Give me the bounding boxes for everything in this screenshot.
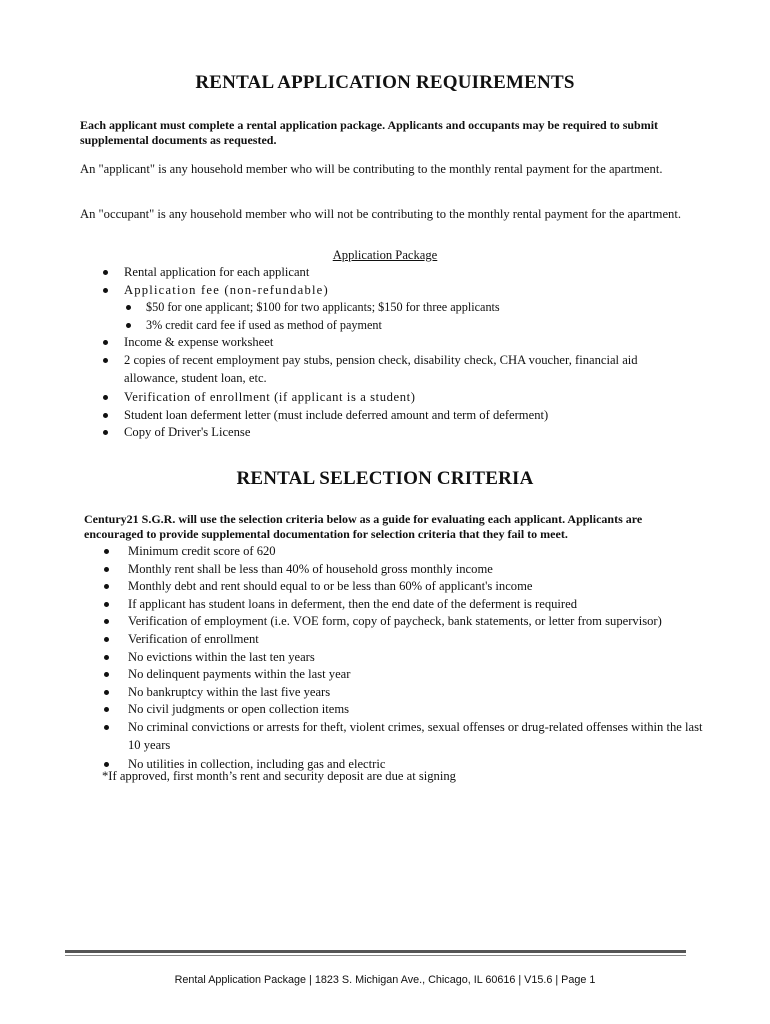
- application-package-heading: Application Package: [332, 248, 438, 262]
- application-package-list: [124, 264, 684, 442]
- list-item: If applicant has student loans in deferment, then the end date of the deferment is required: [128, 596, 708, 614]
- bullet-icon: [103, 395, 108, 400]
- list-item: No utilities in collection, including gas and electric: [128, 756, 708, 774]
- list-item: Minimum credit score of 620: [128, 543, 708, 561]
- bullet-icon: [104, 762, 109, 767]
- list-item: Rental application for each applicant: [124, 264, 684, 282]
- bullet-icon: [126, 305, 131, 310]
- bullet-icon: [104, 637, 109, 642]
- list-item: Monthly debt and rent should equal to or be less than 60% of applicant's income: [128, 578, 708, 596]
- list-item: Verification of enrollment (if applicant is a student): [124, 389, 684, 407]
- bullet-icon: [104, 707, 109, 712]
- list-item: Student loan deferment letter (must include deferred amount and term of deferment): [124, 407, 684, 425]
- list-item: Verification of employment (i.e. VOE form, copy of paycheck, bank statements, or letter from supervisor): [128, 613, 708, 631]
- list-item: Income & expense worksheet: [124, 334, 684, 352]
- list-item: No criminal convictions or arrests for theft, violent crimes, sexual offenses or drug-related offenses within the last 10 years: [128, 719, 708, 756]
- page-footer: Rental Application Package | 1823 S. Michigan Ave., Chicago, IL 60616 | V15.6 | Page 1: [174, 974, 596, 986]
- bullet-icon: [104, 690, 109, 695]
- list-item: No civil judgments or open collection items: [128, 701, 708, 719]
- bullet-icon: [104, 725, 109, 730]
- list-item: 3% credit card fee if used as method of payment: [146, 317, 684, 335]
- list-item: No evictions within the last ten years: [128, 649, 708, 667]
- criteria-intro: Century21 S.G.R. will use the selection criteria below as a guide for evaluating each applicant. Applicants are encouraged to provide supplemental documentation for selection criteria that they fail to meet.: [84, 512, 643, 541]
- bullet-icon: [104, 619, 109, 624]
- list-item: Verification of enrollment: [128, 631, 708, 649]
- bullet-icon: [104, 549, 109, 554]
- list-item: 2 copies of recent employment pay stubs, pension check, disability check, CHA voucher, financial aid allowance, student loan, etc.: [124, 352, 684, 389]
- requirements-intro: Each applicant must complete a rental application package. Applicants and occupants may be required to submit supplemental documents as requested.: [80, 118, 659, 147]
- bullet-icon: [103, 413, 108, 418]
- list-item: $50 for one applicant; $100 for two applicants; $150 for three applicants: [146, 299, 684, 317]
- bullet-icon: [104, 602, 109, 607]
- bullet-icon: [103, 340, 108, 345]
- applicant-definition: An "applicant" is any household member who will be contributing to the monthly rental payment for the apartment.: [80, 162, 663, 176]
- requirements-title: RENTAL APPLICATION REQUIREMENTS: [195, 72, 575, 93]
- bullet-icon: [103, 270, 108, 275]
- bullet-icon: [104, 584, 109, 589]
- selection-criteria-list: [128, 543, 708, 774]
- list-item: No delinquent payments within the last year: [128, 666, 708, 684]
- list-item: No bankruptcy within the last five years: [128, 684, 708, 702]
- approval-footnote: *If approved, first month’s rent and security deposit are due at signing: [102, 769, 456, 783]
- footer-divider-thin: [65, 955, 686, 956]
- bullet-icon: [103, 430, 108, 435]
- bullet-icon: [104, 655, 109, 660]
- footer-divider-thick: [65, 950, 686, 953]
- occupant-definition: An "occupant" is any household member who will not be contributing to the monthly rental payment for the apartment.: [80, 207, 682, 221]
- bullet-icon: [103, 288, 108, 293]
- bullet-icon: [104, 672, 109, 677]
- criteria-title: RENTAL SELECTION CRITERIA: [236, 468, 534, 489]
- fee-sublist: [124, 299, 684, 334]
- list-item: Copy of Driver's License: [124, 424, 684, 442]
- bullet-icon: [104, 567, 109, 572]
- bullet-icon: [126, 323, 131, 328]
- bullet-icon: [103, 358, 108, 363]
- list-item: Application fee (non-refundable) $50 for one applicant; $100 for two applicants; $150 for three applicants 3% credit card fee if used as method of payment: [124, 282, 684, 335]
- list-item: Monthly rent shall be less than 40% of household gross monthly income: [128, 561, 708, 579]
